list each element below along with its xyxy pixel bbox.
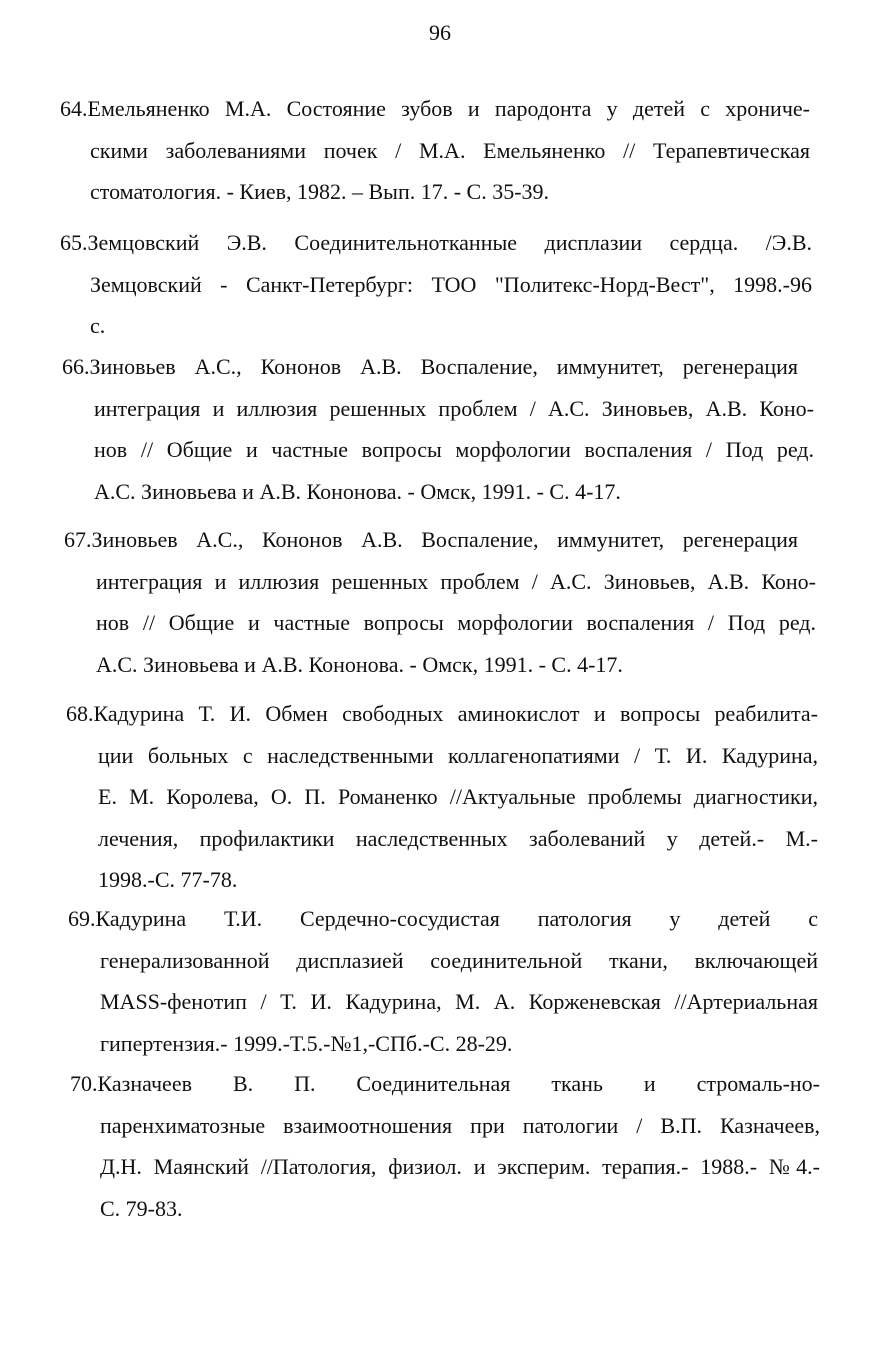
reference-66 xyxy=(62,346,814,512)
reference-line: с. xyxy=(90,313,106,338)
reference-line: интеграция и иллюзия решенных проблем / А.С. Зиновьев, А.В. Коно- xyxy=(94,395,814,421)
reference-70 xyxy=(70,1063,820,1229)
reference-line: MASS-фенотип / Т. И. Кадурина, М. А. Корженевская //Артериальная xyxy=(100,989,818,1014)
reference-line: С. 79-83. xyxy=(100,1195,183,1221)
reference-line: генерализованной дисплазией соединительной ткани, включающей xyxy=(100,947,818,973)
reference-line: 70.Казначеев В. П. Соединительная ткань и стромаль-но- xyxy=(70,1071,820,1096)
reference-line: Е. М. Королева, О. П. Романенко //Актуальные проблемы диагностики, xyxy=(98,784,818,809)
reference-line: стоматология. - Киев, 1982. – Вып. 17. - С. 35-39. xyxy=(90,179,550,204)
reference-line: 1998.-С. 77-78. xyxy=(98,867,238,892)
reference-line: 69.Кадурина Т.И. Сердечно-сосудистая патология у детей с xyxy=(68,906,818,931)
reference-65 xyxy=(60,222,812,347)
reference-line: А.С. Зиновьева и А.В. Кононова. - Омск, 1991. - С. 4-17. xyxy=(94,478,621,504)
reference-line: скими заболеваниями почек / М.А. Емельяненко // Терапевтическая xyxy=(90,137,810,163)
reference-line: 65.Земцовский Э.В. Соединительнотканные дисплазии сердца. /Э.В. xyxy=(60,230,812,255)
reference-line: 64.Емельяненко М.А. Состояние зубов и пародонта у детей с хрониче- xyxy=(60,96,810,121)
reference-67 xyxy=(64,519,816,685)
reference-line: 68.Кадурина Т. И. Обмен свободных аминокислот и вопросы реабилита- xyxy=(66,701,818,726)
reference-line: паренхиматозные взаимоотношения при патологии / В.П. Казначеев, xyxy=(100,1112,820,1138)
reference-line: интеграция и иллюзия решенных проблем / А.С. Зиновьев, А.В. Коно- xyxy=(96,568,816,594)
page-number: 96 xyxy=(429,20,451,45)
reference-line: 66.Зиновьев А.С., Кононов А.В. Воспаление, иммунитет, регенерация xyxy=(62,354,798,379)
reference-64 xyxy=(60,88,810,213)
reference-line: ции больных с наследственными коллагенопатиями / Т. И. Кадурина, xyxy=(98,742,818,768)
reference-line: 67.Зиновьев А.С., Кононов А.В. Воспаление, иммунитет, регенерация xyxy=(64,527,798,552)
reference-line: гипертензия.- 1999.-Т.5.-№1,-СПб.-С. 28-29. xyxy=(100,1030,513,1056)
reference-line: Земцовский - Санкт-Петербург: ТОО "Политекс-Норд-Вест", 1998.-96 xyxy=(90,271,812,297)
reference-line: Д.Н. Маянский //Патология, физиол. и эксперим. терапия.- 1988.- №4.- xyxy=(100,1154,820,1179)
reference-line: лечения, профилактики наследственных заболеваний у детей.- М.- xyxy=(98,825,818,851)
reference-68 xyxy=(66,693,818,901)
reference-line: нов // Общие и частные вопросы морфологии воспаления / Под ред. xyxy=(96,610,816,635)
reference-line: нов // Общие и частные вопросы морфологии воспаления / Под ред. xyxy=(94,437,814,462)
reference-69 xyxy=(68,898,818,1064)
reference-line: А.С. Зиновьева и А.В. Кононова. - Омск, 1991. - С. 4-17. xyxy=(96,651,623,677)
